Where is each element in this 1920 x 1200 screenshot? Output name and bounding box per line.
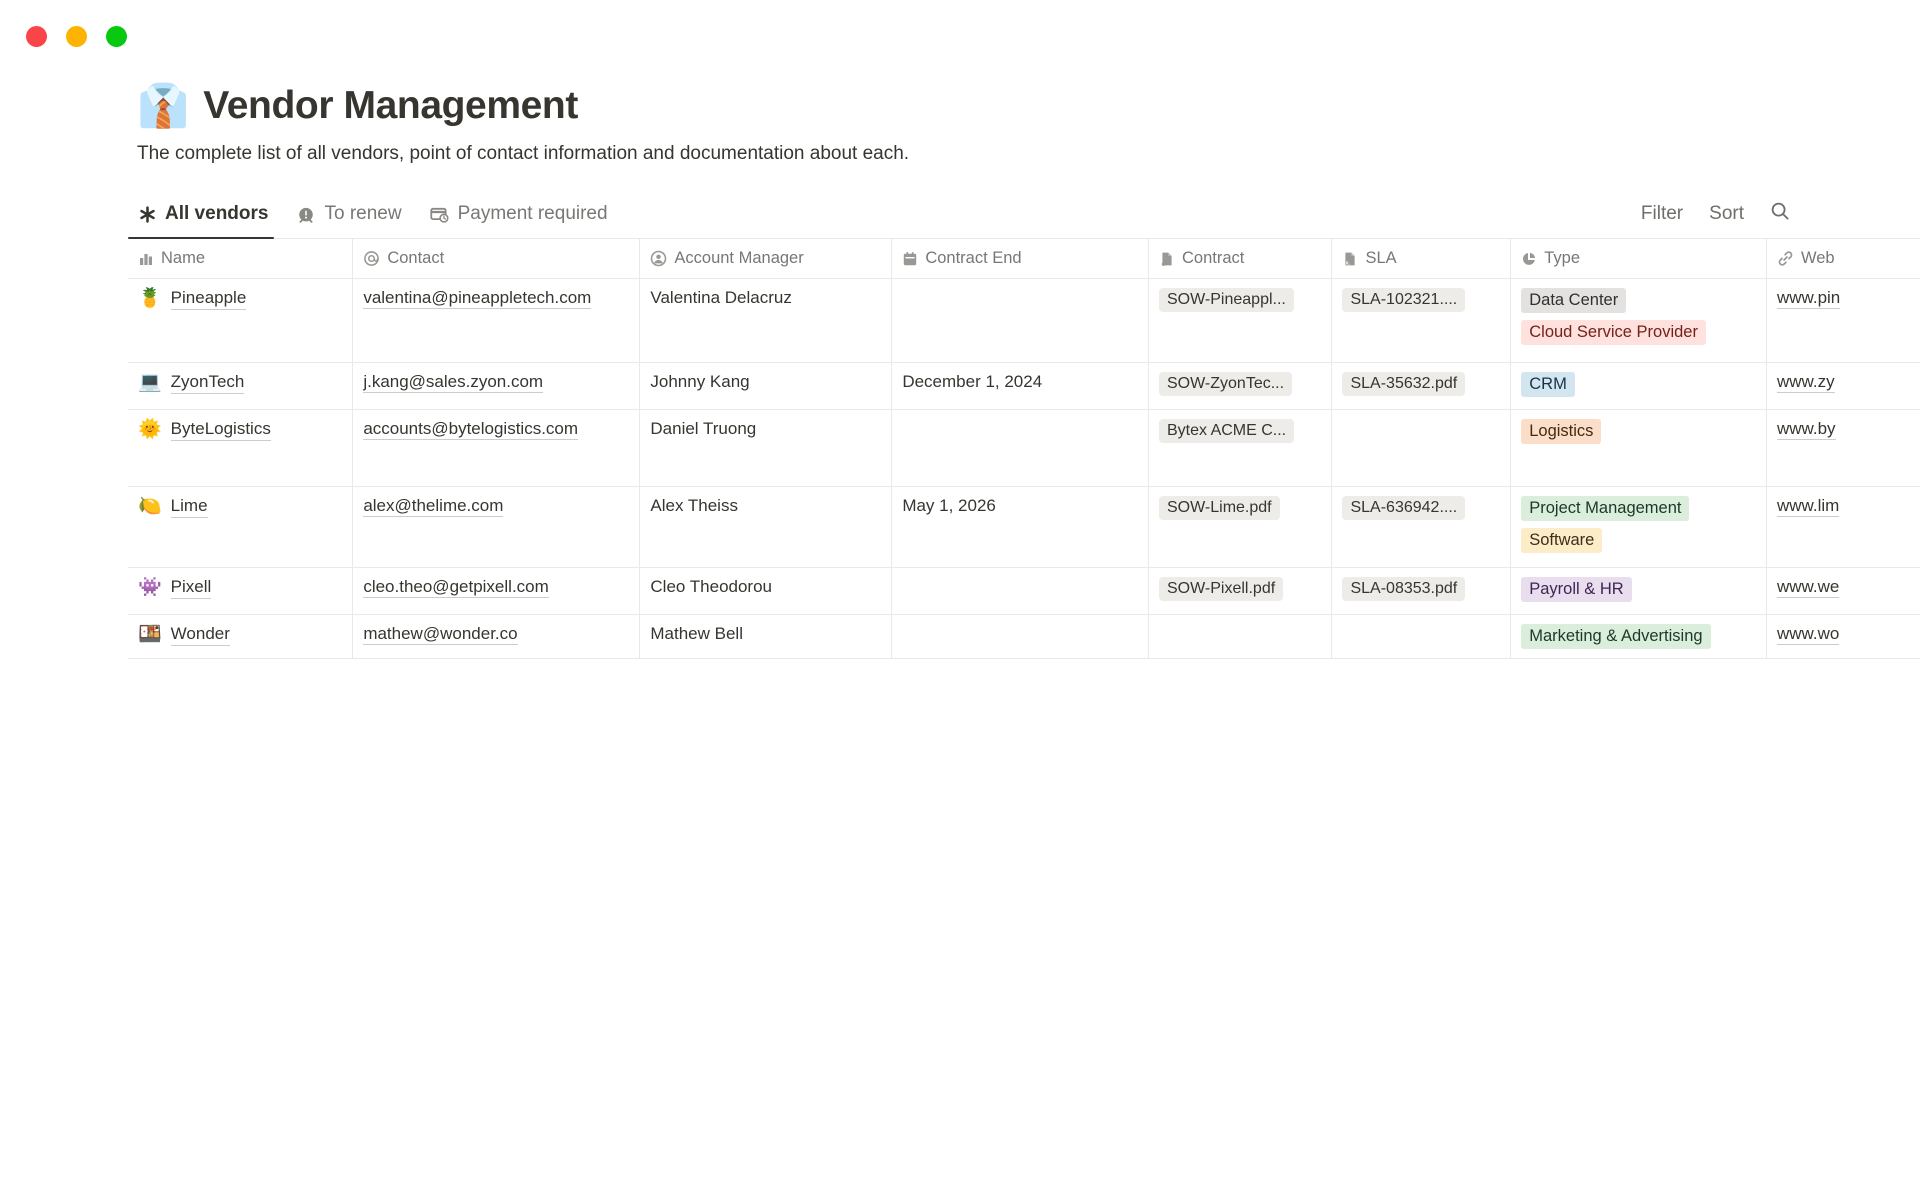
web-link[interactable]: www.by [1776, 419, 1836, 438]
vendor-page-link[interactable]: ZyonTech [171, 372, 245, 394]
person-icon [650, 250, 667, 267]
contract-file-chip[interactable]: SOW-Pixell.pdf [1159, 577, 1283, 601]
type-tag[interactable]: Software [1521, 528, 1602, 553]
sort-button[interactable]: Sort [1709, 203, 1744, 224]
column-header-web[interactable] [1767, 239, 1920, 278]
column-header-contract[interactable] [1149, 239, 1333, 278]
email-link[interactable]: mathew@wonder.co [363, 624, 518, 643]
vendor-page-link[interactable]: ByteLogistics [171, 419, 271, 441]
alarm-icon [296, 204, 316, 224]
sla-cell[interactable] [1332, 363, 1511, 409]
type-tag[interactable]: CRM [1521, 372, 1575, 397]
column-header-contact[interactable] [353, 239, 640, 278]
account-manager-cell[interactable]: Johnny Kang [640, 363, 892, 409]
column-header-sla[interactable] [1332, 239, 1511, 278]
table-row-pineapple [128, 279, 1920, 363]
column-label: Type [1544, 249, 1581, 267]
type-cell[interactable] [1511, 487, 1767, 567]
email-link[interactable]: j.kang@sales.zyon.com [363, 372, 544, 391]
contact-cell[interactable] [353, 363, 640, 409]
page-title: Vendor Management [203, 84, 578, 127]
contact-cell[interactable] [353, 410, 640, 486]
account-manager-cell[interactable]: Alex Theiss [640, 487, 892, 567]
contract-end-cell[interactable]: May 1, 2026 [892, 487, 1149, 567]
web-link[interactable]: www.we [1776, 577, 1840, 596]
column-label: SLA [1365, 249, 1397, 267]
column-label: Contact [387, 249, 445, 267]
link-icon [1777, 250, 1794, 267]
column-header-name[interactable] [128, 239, 353, 278]
tab-to-renew[interactable] [296, 190, 401, 238]
lemon-emoji-icon: 🍋 [138, 496, 162, 517]
type-tag[interactable]: Marketing & Advertising [1521, 624, 1710, 649]
email-link[interactable]: accounts@bytelogistics.com [363, 419, 579, 438]
web-cell[interactable] [1767, 279, 1920, 362]
sla-cell[interactable] [1332, 568, 1511, 614]
name-cell[interactable] [128, 410, 353, 486]
account-manager-cell[interactable]: Valentina Delacruz [640, 279, 892, 362]
table-row-bytelogistics [128, 410, 1920, 487]
name-cell[interactable] [128, 279, 353, 362]
contract-file-chip[interactable]: SOW-Pineappl... [1159, 288, 1294, 312]
column-label: Contract [1181, 249, 1245, 267]
table-row-pixell [128, 568, 1920, 615]
payment-clock-icon [430, 204, 450, 224]
pineapple-emoji-icon: 🍍 [138, 288, 162, 309]
view-tabs [128, 190, 608, 238]
tab-label: Payment required [457, 203, 608, 224]
type-cell[interactable] [1511, 279, 1767, 362]
asterisk-view-icon [137, 204, 157, 224]
vendor-page-link[interactable]: Lime [171, 496, 208, 518]
type-cell[interactable] [1511, 615, 1767, 658]
column-header-account-manager[interactable] [640, 239, 892, 278]
file-x-icon [1342, 251, 1358, 267]
sla-file-chip[interactable]: SLA-08353.pdf [1342, 577, 1465, 601]
contact-cell[interactable] [353, 487, 640, 567]
web-cell[interactable] [1767, 615, 1920, 658]
contract-file-chip[interactable]: SOW-ZyonTec... [1159, 372, 1292, 396]
view-toolbar [128, 190, 1920, 239]
table-row-zyontech [128, 363, 1920, 410]
vendor-page-link[interactable]: Wonder [171, 624, 230, 646]
bars-icon [138, 251, 154, 267]
email-link[interactable]: cleo.theo@getpixell.com [363, 577, 549, 596]
column-label: Account Manager [674, 249, 804, 267]
table-header-row [128, 239, 1920, 279]
pie-icon [1521, 251, 1537, 267]
email-link[interactable]: valentina@pineappletech.com [363, 288, 592, 307]
tab-payment-required[interactable] [430, 190, 608, 238]
contract-end-cell[interactable] [892, 568, 1149, 614]
at-icon [363, 250, 380, 267]
web-link[interactable]: www.lim [1776, 496, 1840, 515]
sla-file-chip[interactable]: SLA-636942.... [1342, 496, 1465, 520]
window-controls [26, 26, 127, 47]
name-cell[interactable] [128, 615, 353, 658]
name-cell[interactable] [128, 568, 353, 614]
close-window-button[interactable] [26, 26, 47, 47]
minimize-window-button[interactable] [66, 26, 87, 47]
contract-cell[interactable] [1149, 568, 1333, 614]
calendar-icon [902, 251, 918, 267]
contract-cell[interactable] [1149, 487, 1333, 567]
contract-cell[interactable] [1149, 615, 1333, 658]
account-manager-cell[interactable]: Mathew Bell [640, 615, 892, 658]
sla-cell[interactable] [1332, 487, 1511, 567]
account-manager-cell[interactable]: Cleo Theodorou [640, 568, 892, 614]
sla-file-chip[interactable]: SLA-35632.pdf [1342, 372, 1465, 396]
web-cell[interactable] [1767, 568, 1920, 614]
table-row-wonder [128, 615, 1920, 659]
contract-file-chip[interactable]: SOW-Lime.pdf [1159, 496, 1280, 520]
email-link[interactable]: alex@thelime.com [363, 496, 504, 515]
contract-end-cell[interactable] [892, 615, 1149, 658]
vendors-table [128, 239, 1920, 659]
contract-cell[interactable] [1149, 410, 1333, 486]
search-icon[interactable] [1770, 201, 1790, 227]
table-row-lime [128, 487, 1920, 568]
web-cell[interactable] [1767, 363, 1920, 409]
type-tag[interactable]: Cloud Service Provider [1521, 320, 1706, 345]
contract-end-cell[interactable] [892, 279, 1149, 362]
type-tag[interactable]: Project Management [1521, 496, 1689, 521]
type-tag[interactable]: Data Center [1521, 288, 1626, 313]
web-link[interactable]: www.wo [1776, 624, 1840, 643]
column-label: Web [1800, 249, 1835, 267]
column-label: Contract End [925, 249, 1022, 267]
page-content [0, 84, 1920, 659]
tab-label: To renew [324, 203, 402, 224]
name-cell[interactable] [128, 363, 353, 409]
page-description: The complete list of all vendors, point of contact information and documentation about each. [137, 143, 910, 164]
bento-emoji-icon: 🍱 [138, 624, 162, 645]
zoom-window-button[interactable] [106, 26, 127, 47]
column-label: Name [161, 249, 206, 267]
page-emoji-icon[interactable]: 👔 [137, 82, 190, 129]
web-cell[interactable] [1767, 487, 1920, 567]
type-cell[interactable] [1511, 410, 1767, 486]
contract-cell[interactable] [1149, 363, 1333, 409]
contract-file-chip[interactable]: Bytex ACME C... [1159, 419, 1294, 443]
contract-end-cell[interactable] [892, 410, 1149, 486]
contract-cell[interactable] [1149, 279, 1333, 362]
tab-label: All vendors [165, 203, 269, 224]
account-manager-cell[interactable]: Daniel Truong [640, 410, 892, 486]
web-cell[interactable] [1767, 410, 1920, 486]
contact-cell[interactable] [353, 279, 640, 362]
type-cell[interactable] [1511, 363, 1767, 409]
contract-end-cell[interactable]: December 1, 2024 [892, 363, 1149, 409]
web-link[interactable]: www.zy [1776, 372, 1835, 391]
type-cell[interactable] [1511, 568, 1767, 614]
sla-cell[interactable] [1332, 615, 1511, 658]
toolbar-actions [1641, 190, 1790, 238]
column-header-contract-end[interactable] [892, 239, 1149, 278]
web-link[interactable]: www.pin [1776, 288, 1841, 307]
laptop-emoji-icon: 💻 [138, 372, 162, 393]
svg-text:x.: x. [1346, 259, 1351, 266]
type-tag[interactable]: Payroll & HR [1521, 577, 1631, 602]
sun-emoji-icon: 🌞 [138, 419, 162, 440]
type-tag[interactable]: Logistics [1521, 419, 1601, 444]
name-cell[interactable] [128, 487, 353, 567]
contact-cell[interactable] [353, 615, 640, 658]
contact-cell[interactable] [353, 568, 640, 614]
vendor-page-link[interactable]: Pineapple [171, 288, 247, 310]
filter-button[interactable]: Filter [1640, 203, 1684, 224]
tab-all-vendors[interactable] [137, 190, 268, 238]
vendor-page-link[interactable]: Pixell [171, 577, 212, 599]
page-header [137, 84, 1920, 128]
column-header-type[interactable] [1511, 239, 1767, 278]
sla-cell[interactable] [1332, 410, 1511, 486]
sla-cell[interactable] [1332, 279, 1511, 362]
sla-file-chip[interactable]: SLA-102321.... [1342, 288, 1465, 312]
alien-monster-emoji-icon: 👾 [138, 577, 162, 598]
file-icon [1159, 251, 1175, 267]
